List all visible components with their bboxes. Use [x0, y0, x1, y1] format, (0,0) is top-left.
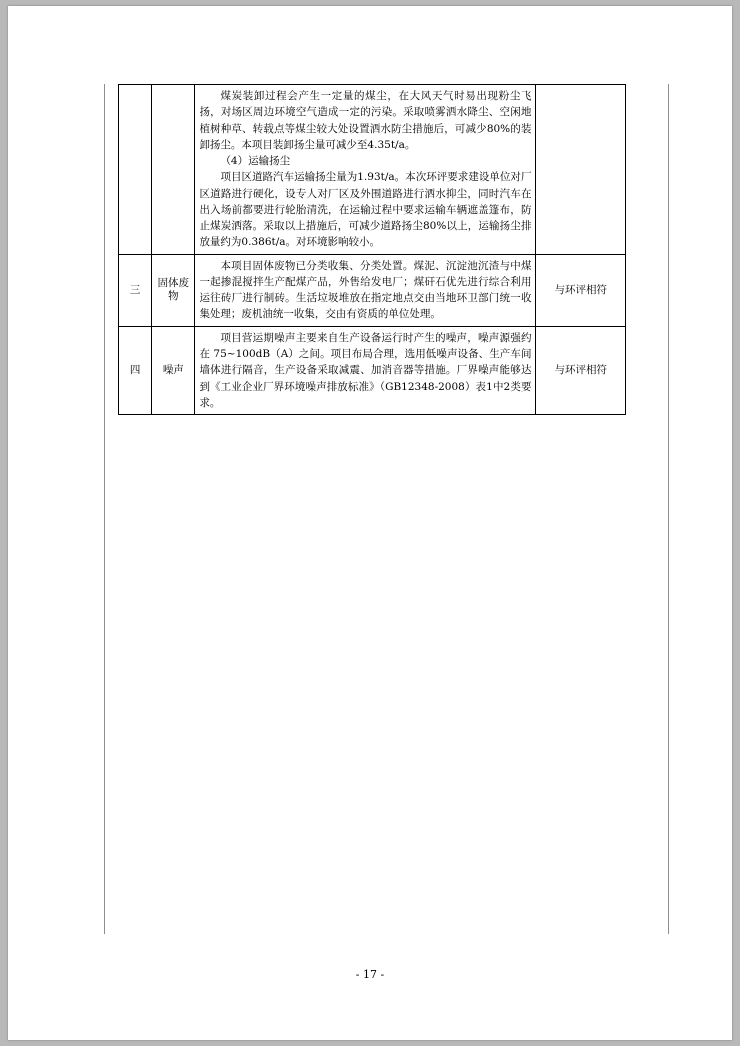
row-body [195, 326, 536, 414]
body-paragraph: 煤炭装卸过程会产生一定量的煤尘，在大风天气时易出现粉尘飞扬，对场区周边环境空气造成一定的污染。采取喷雾洒水降尘、空闲地植树种草、转载点等煤尘较大处设置洒水防尘措施后，可减少80%的装卸扬尘。本项目装卸扬尘量可减少至4.35t/a。 [199, 90, 532, 151]
body-paragraph: （4）运输扬尘 [220, 155, 291, 168]
row-body [195, 85, 536, 255]
row-category [152, 326, 195, 414]
page-number: - 17 - [355, 968, 385, 981]
assessment-table [118, 84, 626, 415]
body-paragraph: 项目营运期噪声主要来自生产设备运行时产生的噪声，噪声源强约在 75~100dB（A）之间。项目布局合理，选用低噪声设备、生产车间墙体进行隔音，生产设备采取减震、加消音器等措施。厂界噪声能够达到《工业企业厂界环境噪声排放标准》（GB12348-2008）表1中2类要求。 [199, 331, 532, 409]
table-row [119, 254, 626, 326]
row-index: 三 [119, 254, 152, 326]
row-result [536, 85, 626, 255]
row-category [152, 85, 195, 255]
row-result: 与环评相符 [536, 254, 626, 326]
row-index: 四 [119, 326, 152, 414]
body-paragraph: 本项目固体废物已分类收集、分类处置。煤泥、沉淀池沉渣与中煤一起掺混搅拌生产配煤产品，外售给发电厂；煤矸石优先进行综合利用运往砖厂进行制砖。生活垃圾堆放在指定地点交由当地环卫部门统一收集处理；废机油统一收集，交由有资质的单位处理。 [199, 259, 532, 321]
row-index [119, 85, 152, 255]
document-page [8, 6, 732, 1040]
row-body [195, 254, 536, 326]
table-row [119, 85, 626, 255]
row-category-label: 固体废物 [157, 276, 190, 303]
body-paragraph: 项目区道路汽车运输扬尘量为1.93t/a。本次环评要求建设单位对厂区道路进行硬化，设专人对厂区及外围道路进行洒水抑尘，同时汽车在出入场前都要进行轮胎清洗，在运输过程中要求运输车辆遮盖篷布，防止煤炭洒落。采取以上措施后，可减少道路扬尘80%以上，运输扬尘排放量约为0.386t/a。对环境影响较小。 [199, 171, 532, 249]
table-row [119, 326, 626, 414]
row-category-label: 噪声 [162, 363, 184, 376]
row-category [152, 254, 195, 326]
row-result: 与环评相符 [536, 326, 626, 414]
